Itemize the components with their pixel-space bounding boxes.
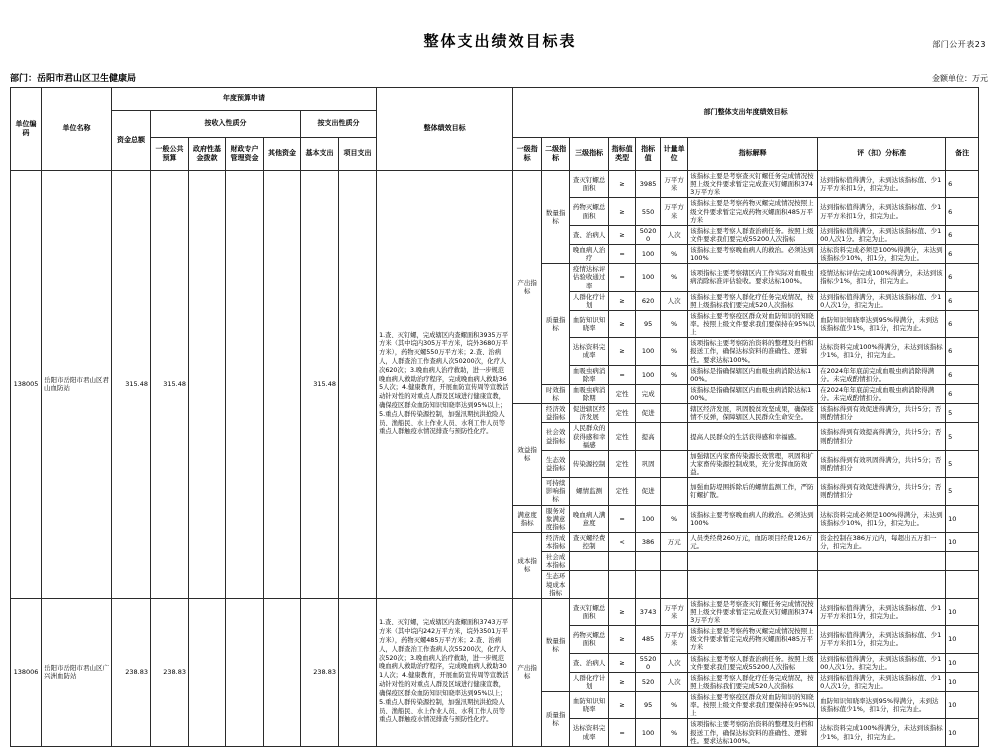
basic-exp-cell: 315.48	[301, 171, 339, 599]
value-type-cell: ≥	[609, 198, 636, 225]
explain-cell: 该项指标主要考察防治资料的整理及归档和报送工作，确保达标资料的准确性、逻辑性。要求达标100%。	[688, 338, 818, 365]
l2-indicator-cell: 生态效益指标	[542, 450, 570, 477]
value-cell: 386	[636, 532, 661, 551]
note-cell: 6	[946, 225, 979, 244]
value-cell: 100	[636, 264, 661, 291]
value-type-cell: ≥	[609, 338, 636, 365]
value-cell	[636, 571, 661, 598]
value-type-cell: =	[609, 505, 636, 532]
header-general-public: 一般公共预算	[151, 138, 189, 171]
value-cell: 100	[636, 365, 661, 384]
value-cell: 550	[636, 198, 661, 225]
measure-unit-cell	[661, 384, 688, 403]
explain-cell	[688, 571, 818, 598]
header-by-income: 按收入性质分	[151, 111, 301, 138]
score-cell: 达到指标值得满分，未到达该指标值、少1万平方米扣1分，扣完为止。	[818, 171, 946, 198]
l2-indicator-cell: 服务对象满意度指标	[542, 505, 570, 532]
l2-indicator-cell: 社会成本指标	[542, 552, 570, 571]
l3-indicator-cell: 查、治病人	[570, 225, 609, 244]
note-cell	[946, 552, 979, 571]
page-title: 整体支出绩效目标表	[423, 32, 577, 50]
gov-fund-cell	[189, 598, 226, 746]
value-cell: 完成	[636, 384, 661, 403]
score-cell: 达到指标值得满分，未到达该指标值、少100人次1分。扣完为止。	[818, 225, 946, 244]
note-cell: 10	[946, 532, 979, 551]
value-cell: 促进	[636, 478, 661, 505]
score-cell: 达标资料完成必须是100%得满分，未达到该指标少10%，扣1分，扣完为止。	[818, 245, 946, 264]
l3-indicator-cell: 药物灭螺总面积	[570, 626, 609, 653]
l1-indicator-cell: 成本指标	[513, 532, 542, 598]
amount-unit-label: 金额单位：万元	[932, 74, 988, 83]
measure-unit-cell: %	[661, 505, 688, 532]
value-cell: 50200	[636, 225, 661, 244]
score-cell: 在2024年年底前完成血吸虫病消除得满分。未完成酌情扣分。	[818, 384, 946, 403]
explain-cell: 人员类经费260万元，血防项目经费126万元。	[688, 532, 818, 551]
value-type-cell: ≥	[609, 225, 636, 244]
l3-indicator-cell: 传染源控制	[570, 450, 609, 477]
measure-unit-cell: 万平方米	[661, 626, 688, 653]
l1-indicator-cell: 产出指标	[513, 171, 542, 404]
note-cell: 6	[946, 310, 979, 337]
value-type-cell: 定性	[609, 404, 636, 423]
header-unit-name: 单位名称	[42, 88, 112, 171]
l3-indicator-cell: 达标资料完成率	[570, 719, 609, 746]
score-cell: 该指标得到有效促进得满分，共计5分；否则酌情扣分	[818, 478, 946, 505]
fiscal-account-cell	[226, 171, 264, 599]
score-cell: 达到指标值得满分，未到达该指标值、少1万平方米扣1分，扣完为止。	[818, 198, 946, 225]
unit-name-cell: 岳阳市岳阳市君山区君山血防站	[42, 171, 112, 599]
explain-cell: 该指标主要考察人群查治病任务。按照上级文件要求我们要完成55200人次指标	[688, 225, 818, 244]
explain-cell: 该指标主要是考察药物灭螺完成情况按照上级文件要求暂定完成药物灭螺面积485万平方米	[688, 626, 818, 653]
header-fiscal-account: 财政专户管理资金	[226, 138, 264, 171]
score-cell: 该指标得到有效促进得满分，共计5分；否则酌情扣分	[818, 404, 946, 423]
score-cell: 疫情达标评估完成100%得满分，未达到该指标少1%，扣1分，扣完为止。	[818, 264, 946, 291]
explain-cell: 辖区经济发展，巩固脱贫攻坚成果，确保疫情不反弹，保障辖区人民群众生命安全。	[688, 404, 818, 423]
note-cell: 10	[946, 653, 979, 672]
measure-unit-cell: 人次	[661, 672, 688, 691]
measure-unit-cell: 人次	[661, 291, 688, 310]
l3-indicator-cell: 查、治病人	[570, 653, 609, 672]
explain-cell: 该指标主要考察晚血病人的救治。必须达到100%	[688, 505, 818, 532]
header-unit-code: 单位编码	[11, 88, 42, 171]
value-cell	[636, 552, 661, 571]
header-by-expenditure: 按支出性质分	[301, 111, 377, 138]
value-type-cell: =	[609, 264, 636, 291]
l3-indicator-cell: 人民群众的获得感和幸福感	[570, 423, 609, 450]
explain-cell	[688, 552, 818, 571]
note-cell: 6	[946, 338, 979, 365]
value-cell: 3985	[636, 171, 661, 198]
corner-label: 部门公开表23	[932, 40, 986, 49]
explain-cell: 该指标主要考察疫区群众对血防知识的知晓率。按照上级文件要求我们要保持在95%以上	[688, 310, 818, 337]
general-public-cell: 315.48	[151, 171, 189, 599]
note-cell: 6	[946, 171, 979, 198]
l3-indicator-cell: 查灭钉螺总面积	[570, 171, 609, 198]
l3-indicator-cell: 人群化疗计划	[570, 672, 609, 691]
score-cell: 达标资料完成100%得满分，未达到该指标少1%，扣1分，扣完为止。	[818, 338, 946, 365]
value-cell: 3743	[636, 598, 661, 625]
l2-indicator-cell: 数量指标	[542, 598, 570, 691]
score-cell: 达到指标值得满分，未到达该指标值、少10人次1分，扣完为止。	[818, 672, 946, 691]
value-type-cell: 定性	[609, 478, 636, 505]
explain-cell: 该指标主要考察人群化疗任务完成情况，按照上级指标我们要完成520人次指标	[688, 672, 818, 691]
l3-indicator-cell: 查灭螺经费控制	[570, 532, 609, 551]
l1-indicator-cell: 效益指标	[513, 404, 542, 505]
other-funds-cell	[264, 598, 301, 746]
indicator-row	[11, 171, 979, 198]
l1-indicator-cell: 产出指标	[513, 598, 542, 746]
l3-indicator-cell	[570, 571, 609, 598]
explain-cell: 该指标主要考察疫区群众对血防知识的知晓率。按照上级文件要求我们要保持在95%以上	[688, 692, 818, 719]
overall-goal-cell: 1.查、灭钉螺，完成辖区内查螺面积3935万平方米（其中垸内305万平方米，垸外3680万平方米），药物灭螺550万平方米；2.查、治病人，人群查治工作查病人次50200次，化疗人次620次；3.晚血病人治疗救助，进一步规范晚血病人救助治疗程序，完成晚血病人救助365人次；4.健康教育，开展血防宣传周等宣教活动针对性的对重点人群及区域进行健康宣教，确保疫区群众血防知识知晓率达到95%以上；5.重点人群传染源控制，加强汛期抗洪抢险人员、渔船民、水上作业人员、水利工作人员等重点人群触疫水情况排查与预防性化疗。	[377, 171, 513, 599]
note-cell: 6	[946, 245, 979, 264]
indicator-row	[11, 598, 979, 625]
measure-unit-cell: %	[661, 310, 688, 337]
l3-indicator-cell: 人群化疗计划	[570, 291, 609, 310]
explain-cell: 该指标是指确保辖区内血吸虫病消除达标100%。	[688, 384, 818, 403]
value-type-cell: =	[609, 245, 636, 264]
l3-indicator-cell: 达标资料完成率	[570, 338, 609, 365]
header-project-exp: 项目支出	[339, 138, 377, 171]
table-header	[11, 88, 979, 171]
header-value-type: 指标值类型	[609, 138, 636, 171]
explain-cell: 该指标是指确保辖区内血吸虫病消除达标100%。	[688, 365, 818, 384]
header-value: 指标值	[636, 138, 661, 171]
l3-indicator-cell: 药物灭螺总面积	[570, 198, 609, 225]
measure-unit-cell: %	[661, 264, 688, 291]
overall-goal-cell: 1.查、灭钉螺，完成辖区内查螺面积3743万平方米（其中垸内242万平方米，垸外3501万平方米），药物灭螺485万平方米；2.查、治病人，人群查治工作查病人次55200次，化疗人次520次；3.晚血病人治疗救助，进一步规范晚血病人救助治疗程序，完成晚血病人救助301人次；4.健康教育，开展血防宣传周等宣教活动针对性的对重点人群及区域进行健康宣教，确保疫区群众血防知识知晓率达到95%以上；5.重点人群传染源控制，加强汛期抗洪抢险人员、渔船民、水上作业人员、水利工作人员等重点人群触疫水情况排查与预防性化疗。	[377, 598, 513, 746]
header-total-funds: 资金总额	[112, 111, 151, 171]
note-cell: 6	[946, 198, 979, 225]
value-type-cell: ≥	[609, 171, 636, 198]
explain-cell: 该指标主要考察人群查治病任务。按照上级文件要求我们要完成55200人次指标	[688, 653, 818, 672]
measure-unit-cell: %	[661, 719, 688, 746]
explain-cell: 该指标主要考察晚血病人的救治。必须达到100%	[688, 245, 818, 264]
measure-unit-cell	[661, 450, 688, 477]
value-type-cell: ≥	[609, 626, 636, 653]
value-type-cell: =	[609, 719, 636, 746]
score-cell: 血防知识知晓率达到95%得满分，未到达该指标值少1%，扣1分，扣完为止。	[818, 692, 946, 719]
project-exp-cell	[339, 171, 377, 599]
explain-cell: 该指标主要是考察药物灭螺完成情况按照上级文件要求暂定完成药物灭螺面积485万平方米	[688, 198, 818, 225]
score-cell: 在2024年年底前完成血吸虫病消除得满分。未完成酌情扣分。	[818, 365, 946, 384]
measure-unit-cell: %	[661, 245, 688, 264]
project-exp-cell	[339, 598, 377, 746]
explain-cell: 该指标主要是考察查灭钉螺任务完成情况按照上级文件要求暂定完成查灭钉螺面积3743万平方米	[688, 171, 818, 198]
note-cell: 5	[946, 478, 979, 505]
l3-indicator-cell: 促进辖区经济发展	[570, 404, 609, 423]
measure-unit-cell: 人次	[661, 653, 688, 672]
header-l3: 三级指标	[570, 138, 609, 171]
header-annual-budget: 年度预算申请	[112, 88, 377, 111]
l2-indicator-cell: 时效指标	[542, 384, 570, 403]
value-type-cell	[609, 552, 636, 571]
note-cell: 5	[946, 450, 979, 477]
value-type-cell: ≥	[609, 291, 636, 310]
value-type-cell: 定性	[609, 450, 636, 477]
note-cell: 10	[946, 719, 979, 746]
unit-code-cell: 138005	[11, 171, 42, 599]
explain-cell: 该项指标主要考察辖区内工作实际对血吸虫病消除标准评估验收。要求达标100%。	[688, 264, 818, 291]
header-note: 备注	[946, 138, 979, 171]
header-basic-exp: 基本支出	[301, 138, 339, 171]
note-cell: 6	[946, 264, 979, 291]
l2-indicator-cell: 可持续影响指标	[542, 478, 570, 505]
measure-unit-cell	[661, 423, 688, 450]
measure-unit-cell	[661, 478, 688, 505]
header-measure-unit: 计量单位	[661, 138, 688, 171]
explain-cell: 该项指标主要考察防治资料的整理及归档和报送工作，确保达标资料的准确性、逻辑性。要求达标100%。	[688, 719, 818, 746]
header-explain: 指标解释	[688, 138, 818, 171]
value-type-cell: =	[609, 365, 636, 384]
note-cell: 10	[946, 692, 979, 719]
explain-cell: 该指标主要考察人群化疗任务完成情况，按照上级指标我们要完成520人次指标	[688, 291, 818, 310]
measure-unit-cell	[661, 404, 688, 423]
value-type-cell: 定性	[609, 423, 636, 450]
value-cell: 100	[636, 338, 661, 365]
value-cell: 95	[636, 310, 661, 337]
header-l2: 二级指标	[542, 138, 570, 171]
score-cell	[818, 571, 946, 598]
note-cell	[946, 571, 979, 598]
l3-indicator-cell: 螺情监测	[570, 478, 609, 505]
value-cell: 100	[636, 505, 661, 532]
measure-unit-cell: 人次	[661, 225, 688, 244]
unit-code-cell: 138006	[11, 598, 42, 746]
l2-indicator-cell: 质量指标	[542, 264, 570, 385]
score-cell: 达到指标值得满分，未到达该指标值、少100人次1分。扣完为止。	[818, 653, 946, 672]
value-cell: 100	[636, 719, 661, 746]
score-cell	[818, 552, 946, 571]
note-cell: 6	[946, 291, 979, 310]
measure-unit-cell: %	[661, 692, 688, 719]
value-cell: 485	[636, 626, 661, 653]
value-cell: 促进	[636, 404, 661, 423]
header-gov-fund: 政府性基金拨款	[189, 138, 226, 171]
l3-indicator-cell: 晚血病人满意度	[570, 505, 609, 532]
score-cell: 达标资料完成100%得满分，未达到该指标少1%，扣1分，扣完为止。	[818, 719, 946, 746]
l2-indicator-cell: 经济效益指标	[542, 404, 570, 423]
note-cell: 6	[946, 365, 979, 384]
note-cell: 5	[946, 404, 979, 423]
l1-indicator-cell: 满意度指标	[513, 505, 542, 532]
value-cell: 提高	[636, 423, 661, 450]
l3-indicator-cell: 疫情达标评估验收通过率	[570, 264, 609, 291]
department-label: 部门：岳阳市君山区卫生健康局	[10, 74, 137, 84]
l2-indicator-cell: 数量指标	[542, 171, 570, 264]
value-cell: 95	[636, 692, 661, 719]
header-other-funds: 其他资金	[264, 138, 301, 171]
score-cell: 达到指标值得满分，未到达该指标值、少1万平方米扣1分，扣完为止。	[818, 598, 946, 625]
unit-name-cell: 岳阳市岳阳市君山区广兴洲血防站	[42, 598, 112, 746]
value-cell: 55200	[636, 653, 661, 672]
l2-indicator-cell: 生态环境成本指标	[542, 571, 570, 598]
basic-exp-cell: 238.83	[301, 598, 339, 746]
value-cell: 620	[636, 291, 661, 310]
explain-cell: 加强辖区内家畜传染源长效管理，巩固和扩大家畜传染源控制成果，充分发挥血防效益。	[688, 450, 818, 477]
note-cell: 6	[946, 384, 979, 403]
measure-unit-cell: 万平方米	[661, 171, 688, 198]
total-funds-cell: 315.48	[112, 171, 151, 599]
score-cell: 达到指标值得满分，未到达该指标值、少1万平方米扣1分，扣完为止。	[818, 626, 946, 653]
value-type-cell: ≥	[609, 692, 636, 719]
note-cell: 10	[946, 672, 979, 691]
score-cell: 达标资料完成必须是100%得满分，未达到该指标少10%，扣1分，扣完为止。	[818, 505, 946, 532]
value-type-cell: ≥	[609, 310, 636, 337]
measure-unit-cell: 万平方米	[661, 198, 688, 225]
measure-unit-cell	[661, 571, 688, 598]
value-cell: 520	[636, 672, 661, 691]
header-l1: 一级指标	[513, 138, 542, 171]
measure-unit-cell: 万平方米	[661, 598, 688, 625]
meta-row	[10, 71, 988, 84]
score-cell: 该指标得到有效提高得满分，共计5分；否则酌情扣分	[818, 423, 946, 450]
other-funds-cell	[264, 171, 301, 599]
l3-indicator-cell: 晚血病人治疗	[570, 245, 609, 264]
l3-indicator-cell: 血吸虫病消除期	[570, 384, 609, 403]
value-type-cell: 定性	[609, 384, 636, 403]
performance-target-table	[10, 87, 979, 747]
fiscal-account-cell	[226, 598, 264, 746]
explain-cell: 提高人民群众的生活获得感和幸福感。	[688, 423, 818, 450]
explain-cell: 该指标主要是考察查灭钉螺任务完成情况按照上级文件要求暂定完成查灭钉螺面积3743万平方米	[688, 598, 818, 625]
l3-indicator-cell: 血防知识知晓率	[570, 310, 609, 337]
l3-indicator-cell: 查灭钉螺总面积	[570, 598, 609, 625]
l2-indicator-cell: 经济成本指标	[542, 532, 570, 551]
l3-indicator-cell: 血吸虫病消除率	[570, 365, 609, 384]
measure-unit-cell	[661, 552, 688, 571]
header-overall-goal: 整体绩效目标	[377, 88, 513, 171]
note-cell: 10	[946, 598, 979, 625]
score-cell: 资金控制在386万元内，每超出五万扣一分，扣完为止。	[818, 532, 946, 551]
measure-unit-cell: 万元	[661, 532, 688, 551]
l2-indicator-cell: 社会效益指标	[542, 423, 570, 450]
note-cell: 10	[946, 626, 979, 653]
value-type-cell: <	[609, 532, 636, 551]
value-cell: 巩固	[636, 450, 661, 477]
total-funds-cell: 238.83	[112, 598, 151, 746]
value-type-cell: ≥	[609, 672, 636, 691]
value-cell: 100	[636, 245, 661, 264]
explain-cell: 加强血防堤围拆除后的螺情监测工作，严防钉螺扩散。	[688, 478, 818, 505]
score-cell: 血防知识知晓率达到95%得满分，未到达该指标值少1%，扣1分，扣完为止。	[818, 310, 946, 337]
note-cell: 5	[946, 423, 979, 450]
header-scoring: 评（扣）分标准	[818, 138, 946, 171]
gov-fund-cell	[189, 171, 226, 599]
score-cell: 该指标得到有效巩固得满分，共计5分；否则酌情扣分	[818, 450, 946, 477]
note-cell: 10	[946, 505, 979, 532]
l3-indicator-cell: 血防知识知晓率	[570, 692, 609, 719]
value-type-cell: ≥	[609, 598, 636, 625]
measure-unit-cell: %	[661, 338, 688, 365]
general-public-cell: 238.83	[151, 598, 189, 746]
l2-indicator-cell: 质量指标	[542, 692, 570, 747]
score-cell: 达到指标值得满分，未到达该指标值、少10人次1分，扣完为止。	[818, 291, 946, 310]
header-dept-annual-goal: 部门整体支出年度绩效目标	[513, 88, 979, 138]
page	[0, 30, 1000, 753]
l3-indicator-cell	[570, 552, 609, 571]
measure-unit-cell: %	[661, 365, 688, 384]
table-body	[11, 171, 979, 747]
value-type-cell	[609, 571, 636, 598]
value-type-cell: ≥	[609, 653, 636, 672]
